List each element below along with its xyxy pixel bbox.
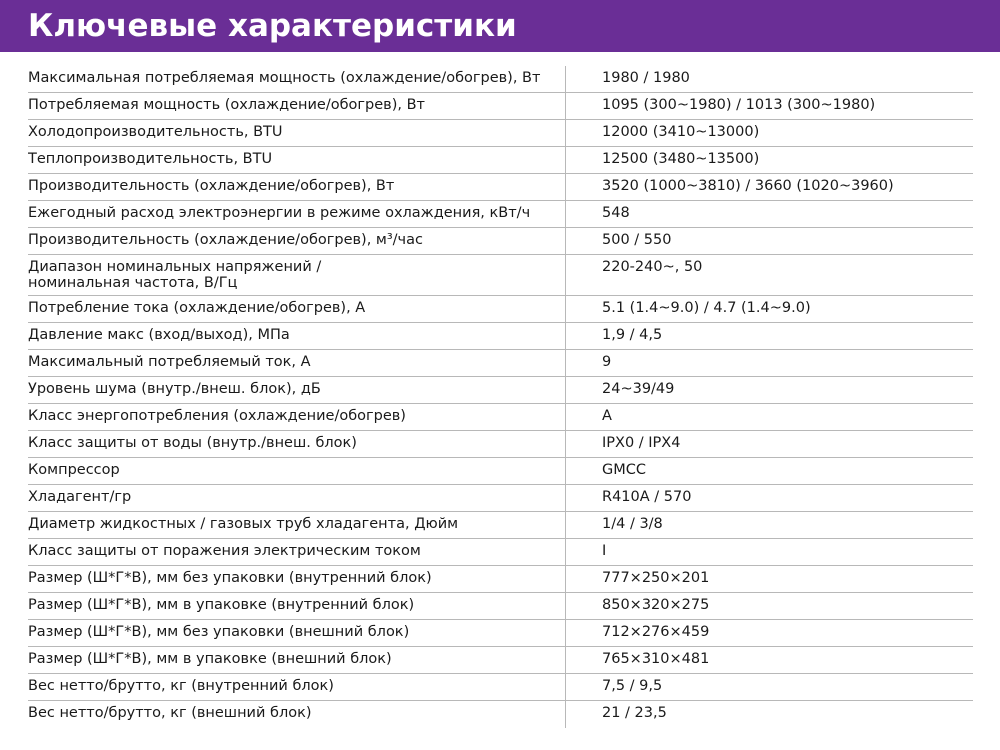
spec-row [28,701,973,728]
spec-label: Диаметр жидкостных / газовых труб хладагента, Дюйм [28,512,566,538]
spec-row [28,120,973,147]
spec-value: 850×320×275 [602,597,710,613]
spec-row [28,66,973,93]
spec-label: Размер (Ш*Г*В), мм без упаковки (внешний блок) [28,620,566,646]
spec-row [28,350,973,377]
page-title: Ключевые характеристики [28,8,517,44]
spec-value: I [602,543,607,559]
spec-label [28,255,566,295]
spec-value: 220-240~, 50 [602,259,703,275]
spec-label: Холодопроизводительность, BTU [28,120,566,146]
spec-row [28,377,973,404]
spec-row [28,647,973,674]
spec-value: 712×276×459 [602,624,710,640]
spec-label: Размер (Ш*Г*В), мм без упаковки (внутренний блок) [28,566,566,592]
spec-label: Теплопроизводительность, BTU [28,147,566,173]
spec-value: 548 [602,205,630,221]
spec-value: 7,5 / 9,5 [602,678,663,694]
spec-value: 12500 (3480~13500) [602,151,760,167]
spec-label: Класс защиты от воды (внутр./внеш. блок) [28,431,566,457]
spec-value: R410A / 570 [602,489,692,505]
spec-row [28,255,973,296]
spec-label: Ежегодный расход электроэнергии в режиме охлаждения, кВт/ч [28,201,566,227]
spec-row [28,512,973,539]
spec-value: IPX0 / IPX4 [602,435,681,451]
spec-value: 765×310×481 [602,651,710,667]
spec-value: 500 / 550 [602,232,672,248]
spec-row [28,296,973,323]
spec-label: Уровень шума (внутр./внеш. блок), дБ [28,377,566,403]
header-bar [0,0,1000,52]
spec-label: Максимальный потребляемый ток, А [28,350,566,376]
spec-label-line: Диапазон номинальных напряжений / [28,259,322,275]
spec-label: Давление макс (вход/выход), МПа [28,323,566,349]
spec-row [28,93,973,120]
spec-row [28,431,973,458]
spec-value: 1980 / 1980 [602,70,690,86]
spec-row [28,174,973,201]
spec-value: 3520 (1000~3810) / 3660 (1020~3960) [602,178,894,194]
spec-value: 9 [602,354,612,370]
spec-value: A [602,408,612,424]
spec-row [28,323,973,350]
spec-value: 24~39/49 [602,381,675,397]
spec-row [28,539,973,566]
spec-label: Производительность (охлаждение/обогрев), Вт [28,174,566,200]
spec-row [28,228,973,255]
spec-label: Вес нетто/брутто, кг (внешний блок) [28,701,566,728]
spec-value: GMCC [602,462,646,478]
spec-value: 1,9 / 4,5 [602,327,663,343]
spec-row [28,458,973,485]
spec-value: 5.1 (1.4~9.0) / 4.7 (1.4~9.0) [602,300,811,316]
spec-row [28,674,973,701]
spec-value: 1/4 / 3/8 [602,516,663,532]
spec-row [28,147,973,174]
spec-label: Класс энергопотребления (охлаждение/обогрев) [28,404,566,430]
spec-table [28,66,973,728]
spec-row [28,620,973,647]
spec-label: Компрессор [28,458,566,484]
spec-label: Вес нетто/брутто, кг (внутренний блок) [28,674,566,700]
spec-row [28,201,973,228]
spec-label: Класс защиты от поражения электрическим током [28,539,566,565]
spec-value: 12000 (3410~13000) [602,124,760,140]
spec-label: Размер (Ш*Г*В), мм в упаковке (внутренний блок) [28,593,566,619]
spec-label: Хладагент/гр [28,485,566,511]
spec-label: Размер (Ш*Г*В), мм в упаковке (внешний блок) [28,647,566,673]
spec-row [28,404,973,431]
spec-row [28,566,973,593]
spec-value: 1095 (300~1980) / 1013 (300~1980) [602,97,876,113]
spec-row [28,593,973,620]
spec-label: Потребление тока (охлаждение/обогрев), А [28,296,566,322]
spec-row [28,485,973,512]
spec-label: Производительность (охлаждение/обогрев), м³/час [28,228,566,254]
spec-value: 21 / 23,5 [602,705,667,721]
spec-label: Потребляемая мощность (охлаждение/обогрев), Вт [28,93,566,119]
spec-value: 777×250×201 [602,570,710,586]
spec-label: Максимальная потребляемая мощность (охлаждение/обогрев), Вт [28,66,566,92]
spec-label-line: номинальная частота, В/Гц [28,275,238,291]
